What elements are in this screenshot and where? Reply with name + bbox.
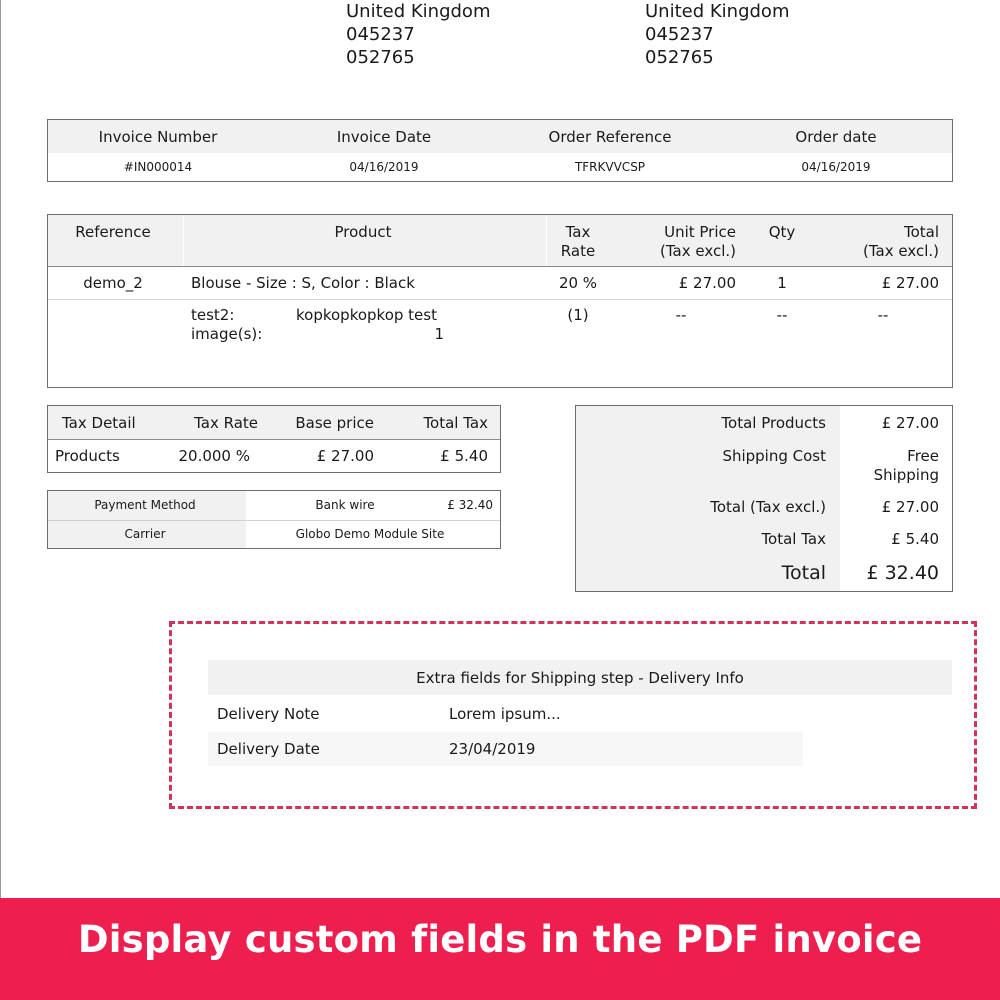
page-edge bbox=[0, 0, 1, 898]
row-total: £ 27.00 bbox=[881, 274, 939, 292]
row-reference: demo_2 bbox=[83, 274, 143, 292]
base-price-col-header: Base price bbox=[295, 414, 374, 432]
order-reference-value: TFRKVVCSP bbox=[574, 160, 646, 174]
grand-total-label: Total bbox=[781, 562, 826, 584]
custom-label-text: test2: bbox=[191, 306, 235, 324]
extra-fields-title: Extra fields for Shipping step - Delivery Info bbox=[416, 669, 744, 687]
total-tax-col-header: Total Tax bbox=[423, 414, 488, 432]
delivery-date-label: Delivery Date bbox=[217, 740, 320, 758]
custom-value-count: 1 bbox=[434, 325, 444, 343]
custom-total: -- bbox=[877, 306, 889, 324]
tax-detail-divider bbox=[48, 439, 500, 440]
invoice-info-table bbox=[47, 119, 953, 182]
payment-method-amount: £ 32.40 bbox=[447, 498, 493, 512]
products-table bbox=[47, 214, 953, 388]
custom-tax-rate: (1) bbox=[567, 306, 589, 324]
invoice-line-1: 045237 bbox=[645, 24, 714, 45]
tax-rate-header-line-1: Tax bbox=[565, 223, 591, 241]
delivery-country: United Kingdom bbox=[346, 1, 491, 22]
total-excl-value: £ 27.00 bbox=[881, 498, 939, 516]
row-divider bbox=[48, 299, 952, 300]
delivery-address bbox=[346, 0, 490, 69]
tax-detail-rate: 20.000 % bbox=[178, 447, 250, 465]
tax-detail-products: Products bbox=[55, 447, 120, 465]
total-header-line-1: Total bbox=[903, 223, 939, 241]
total-tax-value: £ 5.40 bbox=[891, 530, 939, 548]
delivery-date-value: 23/04/2019 bbox=[449, 740, 536, 758]
row-product: Blouse - Size : S, Color : Black bbox=[191, 274, 415, 292]
payment-method-value: Bank wire bbox=[315, 498, 375, 512]
invoice-line-2: 052765 bbox=[645, 47, 714, 68]
custom-values bbox=[296, 306, 444, 344]
delivery-note-value: Lorem ipsum... bbox=[449, 705, 561, 723]
extra-fields-header bbox=[208, 660, 952, 695]
carrier-value: Globo Demo Module Site bbox=[295, 527, 445, 541]
total-products-label: Total Products bbox=[721, 414, 826, 432]
row-unit-price: £ 27.00 bbox=[678, 274, 736, 292]
invoice-number-header: Invoice Number bbox=[98, 128, 218, 146]
totals-table bbox=[575, 405, 953, 592]
order-reference-header: Order Reference bbox=[548, 128, 672, 146]
shipping-cost-label: Shipping Cost bbox=[722, 447, 826, 465]
unit-price-header-line-2: (Tax excl.) bbox=[660, 242, 736, 260]
invoice-address bbox=[645, 0, 789, 69]
carrier-label: Carrier bbox=[124, 527, 166, 541]
reference-header: Reference bbox=[75, 223, 151, 241]
total-excl-label: Total (Tax excl.) bbox=[710, 498, 826, 516]
row-qty: 1 bbox=[777, 274, 787, 292]
tax-detail-header-label: Tax Detail bbox=[62, 414, 136, 432]
shipping-cost-value-line-1: Free bbox=[907, 447, 939, 465]
payment-carrier-table bbox=[47, 490, 501, 549]
tax-rate-header-line-2: Rate bbox=[560, 242, 596, 260]
unit-price-header bbox=[628, 223, 736, 261]
custom-unit-price: -- bbox=[675, 306, 687, 324]
promo-banner bbox=[0, 898, 1000, 1000]
shipping-cost-value-line-2: Shipping bbox=[873, 466, 939, 484]
tax-rate-col-header: Tax Rate bbox=[194, 414, 258, 432]
total-tax-label: Total Tax bbox=[761, 530, 826, 548]
delivery-line-1: 045237 bbox=[346, 24, 415, 45]
custom-qty: -- bbox=[776, 306, 788, 324]
tax-rate-header bbox=[538, 223, 618, 261]
list-item bbox=[208, 697, 803, 730]
custom-labels bbox=[191, 306, 262, 344]
grand-total-value: £ 32.40 bbox=[866, 562, 939, 584]
product-header: Product bbox=[334, 223, 392, 241]
tax-detail-base: £ 27.00 bbox=[316, 447, 374, 465]
header-separator bbox=[183, 215, 184, 266]
qty-header: Qty bbox=[768, 223, 796, 241]
invoice-date-value: 04/16/2019 bbox=[349, 160, 419, 174]
row-tax-rate: 20 % bbox=[558, 274, 598, 292]
delivery-line-2: 052765 bbox=[346, 47, 415, 68]
list-item bbox=[208, 732, 803, 766]
payment-method-label: Payment Method bbox=[94, 498, 196, 512]
invoice-date-header: Invoice Date bbox=[336, 128, 432, 146]
header-divider bbox=[48, 266, 952, 267]
payment-divider bbox=[48, 520, 500, 521]
total-products-value: £ 27.00 bbox=[881, 414, 939, 432]
unit-price-header-line-1: Unit Price bbox=[664, 223, 736, 241]
tax-detail-table bbox=[47, 405, 501, 473]
total-header bbox=[828, 223, 939, 261]
total-header-line-2: (Tax excl.) bbox=[863, 242, 939, 260]
custom-label-images: image(s): bbox=[191, 325, 263, 343]
invoice-country: United Kingdom bbox=[645, 1, 790, 22]
invoice-number-value: #IN000014 bbox=[123, 160, 193, 174]
custom-value-text: kopkopkopkop test bbox=[296, 306, 437, 324]
order-date-header: Order date bbox=[795, 128, 877, 146]
tax-detail-total: £ 5.40 bbox=[440, 447, 488, 465]
order-date-value: 04/16/2019 bbox=[801, 160, 871, 174]
delivery-note-label: Delivery Note bbox=[217, 705, 320, 723]
shipping-cost-value bbox=[846, 447, 939, 485]
banner-text: Display custom fields in the PDF invoice bbox=[77, 918, 923, 961]
